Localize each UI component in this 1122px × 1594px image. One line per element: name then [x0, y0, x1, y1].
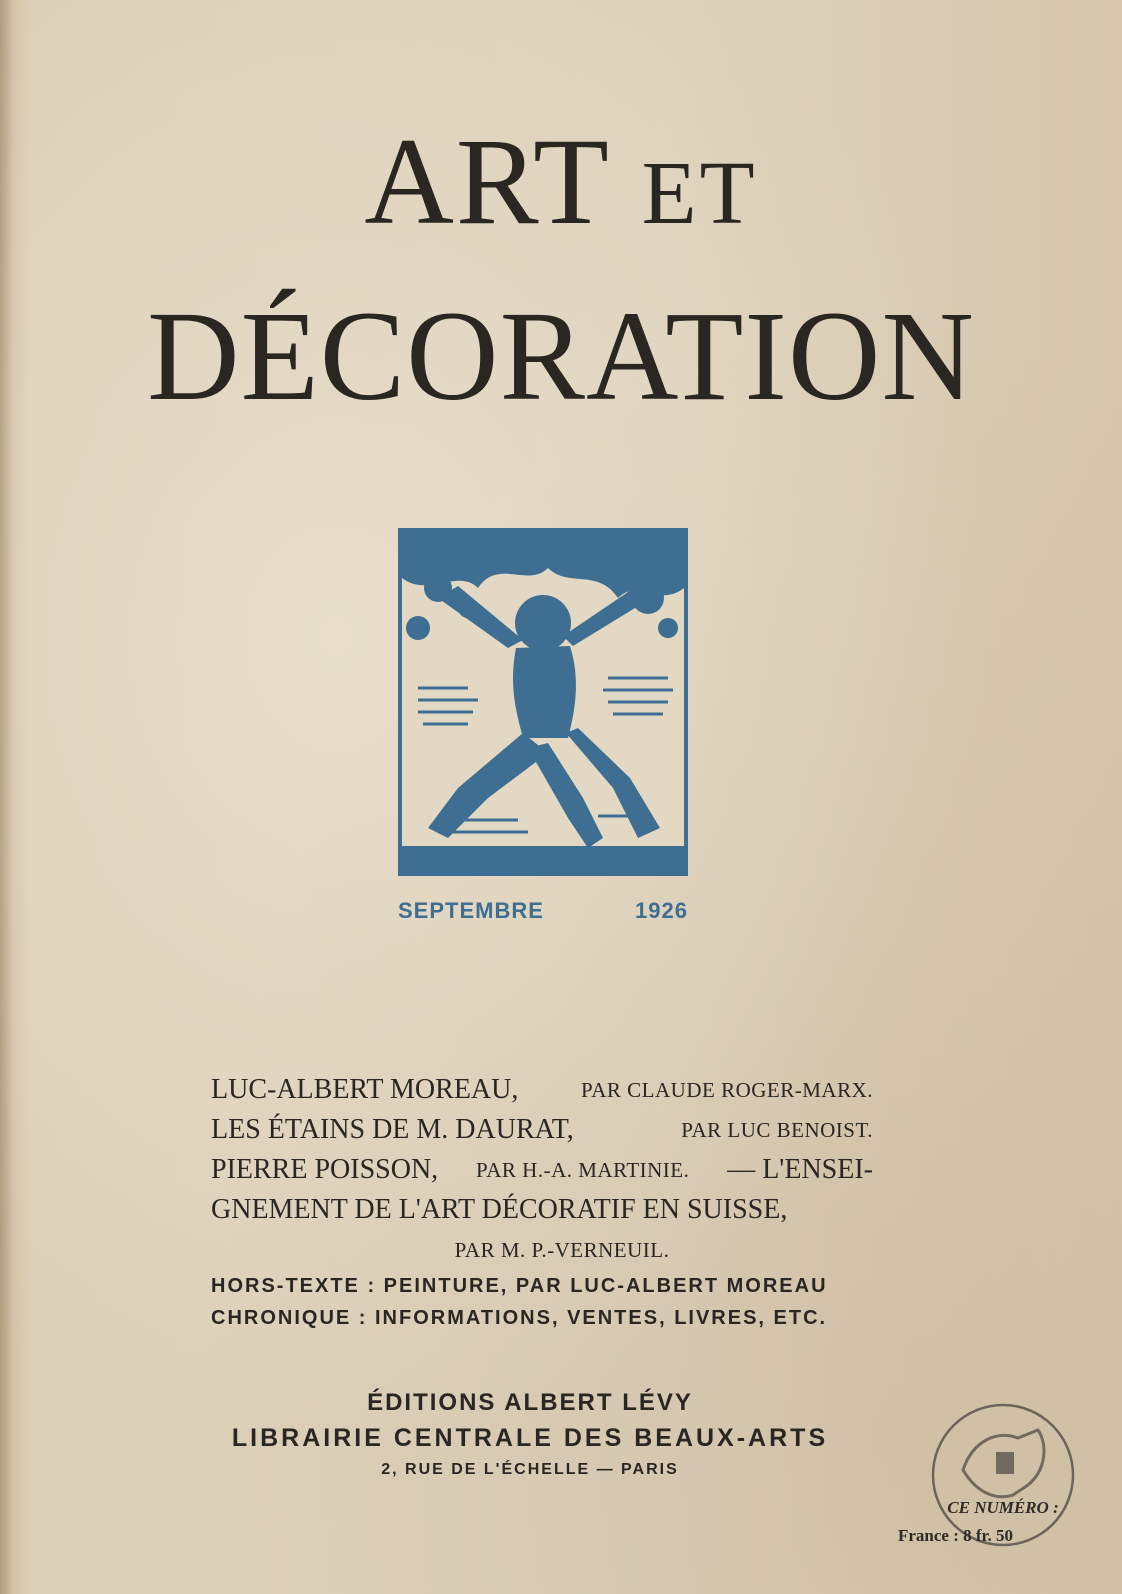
chronique-line — [211, 1302, 873, 1334]
price-amount: 8 fr. 50 — [963, 1526, 1014, 1545]
title-decoration: DÉCORATION — [147, 285, 975, 427]
title-et: ET — [641, 144, 758, 243]
publisher-address: 2, RUE DE L'ÉCHELLE — PARIS — [381, 1461, 679, 1478]
contents-row — [211, 1150, 873, 1190]
contents-by: PAR M. P.-VERNEUIL. — [454, 1238, 670, 1262]
contents-row — [211, 1110, 873, 1150]
price-line — [898, 1526, 1098, 1546]
contents-by: PAR CLAUDE ROGER-MARX. — [580, 1078, 873, 1102]
contents-extra: — L'ENSEI- — [727, 1154, 873, 1185]
contents-main: PIERRE POISSON, — [211, 1154, 439, 1185]
hors-texte-text: HORS-TEXTE : PEINTURE, PAR LUC-ALBERT MOREAU — [211, 1275, 828, 1297]
contents-row — [211, 1070, 873, 1110]
contents-row — [211, 1190, 873, 1230]
chronique-text: CHRONIQUE : INFORMATIONS, VENTES, LIVRES, ETC. — [211, 1307, 828, 1329]
title-art: ART — [364, 113, 609, 250]
contents-main: LUC-ALBERT MOREAU, — [211, 1074, 519, 1105]
issue-month: SEPTEMBRE — [398, 898, 544, 923]
price-country: France : — [898, 1526, 959, 1545]
issue-date — [398, 898, 688, 924]
title-line-1 — [0, 113, 1122, 250]
contents-main: LES ÉTAINS DE M. DAURAT, — [211, 1114, 574, 1145]
contents-main: GNEMENT DE L'ART DÉCORATIF EN SUISSE, — [211, 1194, 788, 1225]
publisher-line-2: LIBRAIRIE CENTRALE DES BEAUX-ARTS — [231, 1424, 829, 1452]
contents-by: PAR LUC BENOIST. — [681, 1118, 873, 1142]
hors-texte-line — [211, 1270, 873, 1302]
issue-year: 1926 — [635, 898, 688, 923]
contents-by: PAR H.-A. MARTINIE. — [475, 1158, 690, 1182]
table-of-contents — [211, 1070, 873, 1334]
woodcut-illustration-icon — [398, 528, 688, 876]
contents-row — [211, 1230, 873, 1270]
price-label: CE NUMÉRO : — [947, 1498, 1059, 1517]
publisher-block — [180, 1386, 880, 1484]
price-block — [898, 1498, 1098, 1546]
publisher-line-1: ÉDITIONS ALBERT LÉVY — [367, 1389, 693, 1416]
